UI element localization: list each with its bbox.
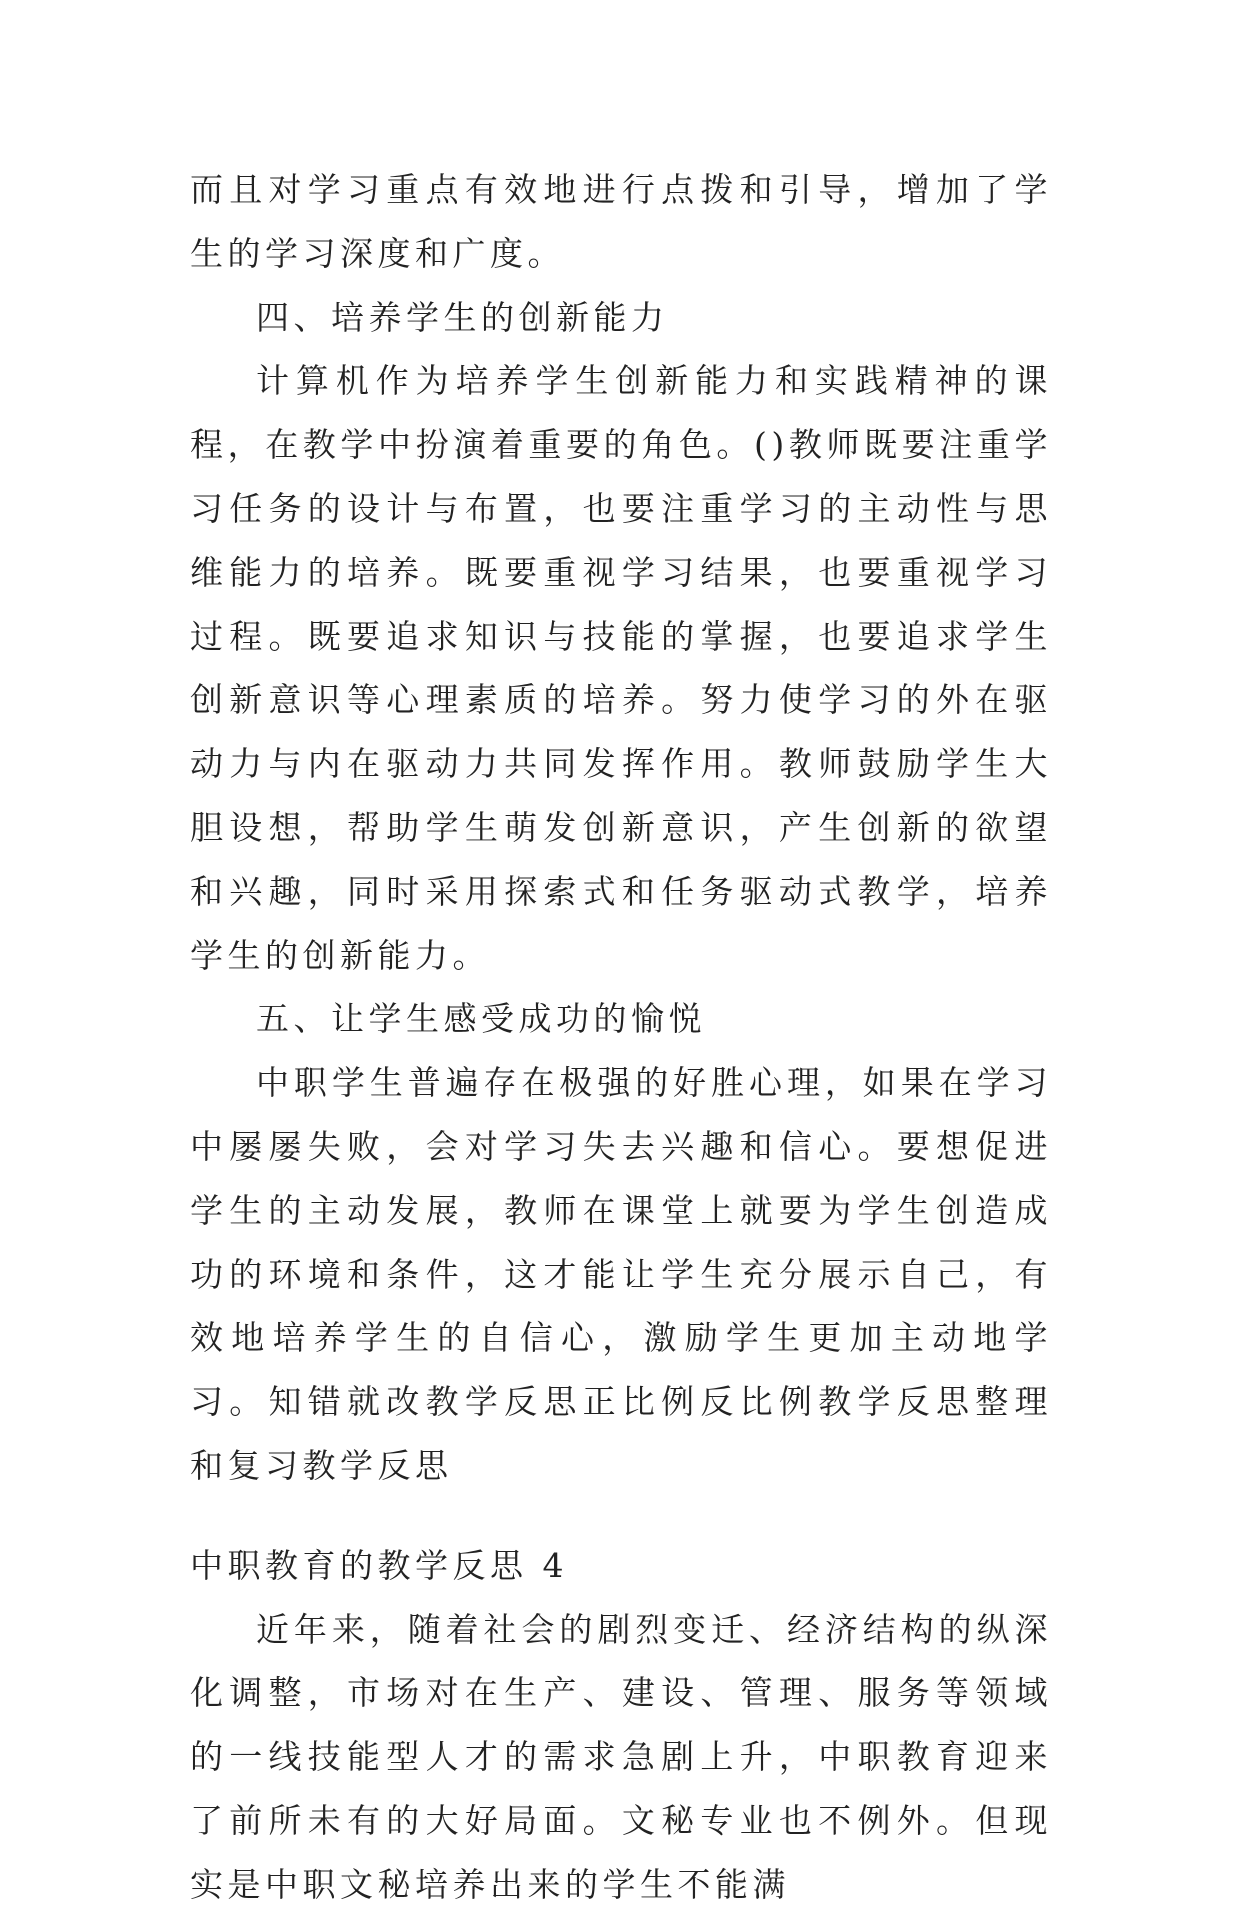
- paragraph-intro: 近年来，随着社会的剧烈变迁、经济结构的纵深化调整，市场对在生产、建设、管理、服务等领域的一线技能型人才的需求急剧上升，中职教育迎来了前所未有的大好局面。文秘专业也不例外。但现实是中职文秘培养出来的学生不能满: [190, 1609, 1052, 1904]
- section-heading-four: 四、培养学生的创新能力: [256, 297, 669, 337]
- section-heading-five: 五、让学生感受成功的愉悦: [256, 999, 706, 1039]
- paragraph-innovation: 计算机作为培养学生创新能力和实践精神的课程，在教学中扮演着重要的角色。()教师既要注重学习任务的设计与布置，也要注重学习的主动性与思维能力的培养。既要重视学习结果，也要重视学习过程。既要追求知识与技能的掌握，也要追求学生创新意识等心理素质的培养。努力使学习的外在驱动力与内在驱动力共同发挥作用。教师鼓励学生大胆设想，帮助学生萌发创新意识，产生创新的欲望和兴趣，同时采用探索式和任务驱动式教学，培养学生的创新能力。: [190, 361, 1052, 975]
- paragraph-success: 中职学生普遍存在极强的好胜心理，如果在学习中屡屡失败，会对学习失去兴趣和信心。要想促进学生的主动发展，教师在课堂上就要为学生创造成功的环境和条件，这才能让学生充分展示自己，有效地培养学生的自信心，激励学生更加主动地学习。知错就改教学反思正比例反比例教学反思整理和复习教学反思: [190, 1063, 1052, 1485]
- article-title-4: 中职教育的教学反思 4: [190, 1545, 568, 1585]
- document-body: [190, 158, 1052, 1917]
- paragraph-continuation: 而且对学习重点有效地进行点拨和引导，增加了学生的学习深度和广度。: [190, 170, 1052, 273]
